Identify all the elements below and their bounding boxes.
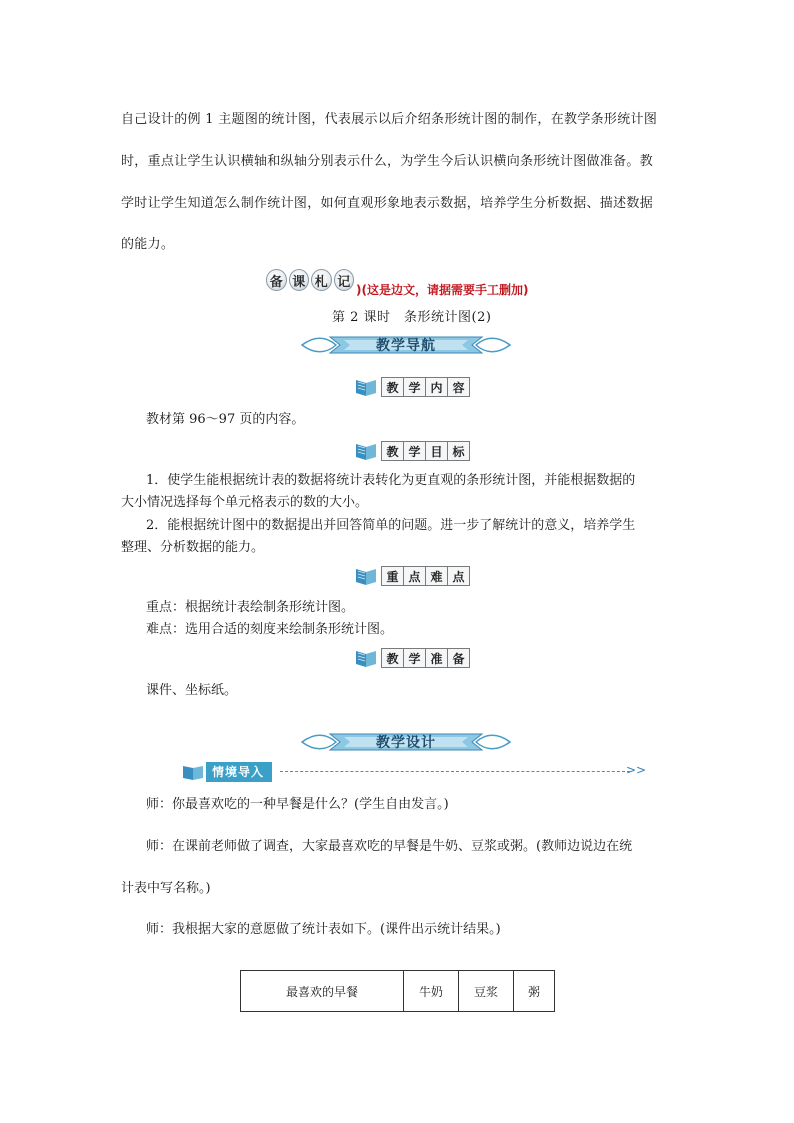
section-char: 点 xyxy=(448,567,469,585)
table-cell: 粥 xyxy=(514,971,555,1012)
book-icon xyxy=(180,762,206,782)
dashed-divider xyxy=(280,771,630,772)
key-point-line: 重点：根据统计表绘制条形统计图。 xyxy=(146,600,355,615)
section-head-preparation xyxy=(353,647,470,669)
dialog-line-1: 师：你最喜欢吃的一种早餐是什么？(学生自由发言。) xyxy=(146,797,449,812)
table-header-cell: 最喜欢的早餐 xyxy=(241,971,404,1012)
table-cell: 牛奶 xyxy=(404,971,459,1012)
intro-line-4: 的能力。 xyxy=(121,237,175,252)
dialog-line-2: 师：在课前老师做了调查，大家最喜欢吃的早餐是牛奶、豆浆或粥。(教师边说边在统 xyxy=(146,839,633,854)
intro-line-3: 学时让学生知道怎么制作统计图，如何直观形象地表示数据，培养学生分析数据、描述数据 xyxy=(121,196,654,211)
section-head-goals xyxy=(353,440,470,462)
book-icon xyxy=(353,376,379,398)
badge-char: 备 xyxy=(266,269,287,291)
section-char: 点 xyxy=(404,567,426,585)
badge-char: 记 xyxy=(334,269,355,291)
table-cell: 豆浆 xyxy=(459,971,514,1012)
scene-tag-label: 情境导入 xyxy=(206,762,272,782)
lesson-title: 第 2 课时 条形统计图(2) xyxy=(332,310,492,325)
section-char: 教 xyxy=(382,442,404,460)
margin-note: )(这是边文，请据需要手工删加) xyxy=(356,283,529,297)
section-char: 学 xyxy=(404,378,426,396)
section-char: 教 xyxy=(382,378,404,396)
section-char: 容 xyxy=(448,378,469,396)
section-char: 目 xyxy=(426,442,448,460)
dialog-line-4: 师：我根据大家的意愿做了统计表如下。(课件出示统计结果。) xyxy=(146,922,501,937)
table-row xyxy=(241,971,555,1012)
double-chevron-right-icon: >> xyxy=(626,763,647,777)
section-head-content xyxy=(353,376,470,398)
goal-line-4: 整理、分析数据的能力。 xyxy=(121,540,265,555)
section-head-key-points xyxy=(353,565,470,587)
breakfast-table xyxy=(240,970,555,1012)
banner-label: 教学导航 xyxy=(376,338,436,354)
section-char: 难 xyxy=(426,567,448,585)
badge-char: 课 xyxy=(289,269,310,291)
section-char: 标 xyxy=(448,442,469,460)
scene-intro-tag xyxy=(180,762,272,782)
prep-notes-badge xyxy=(266,268,354,292)
section-char: 备 xyxy=(448,649,469,667)
dialog-line-3: 计表中写名称。) xyxy=(121,881,211,896)
difficulty-line: 难点：选用合适的刻度来绘制条形统计图。 xyxy=(146,622,394,637)
book-icon xyxy=(353,565,379,587)
section-char: 准 xyxy=(426,649,448,667)
banner-teaching-design xyxy=(300,731,512,753)
book-icon xyxy=(353,440,379,462)
section-char: 学 xyxy=(404,649,426,667)
goal-line-2: 大小情况选择每个单元格表示的数的大小。 xyxy=(121,495,369,510)
badge-char: 札 xyxy=(311,269,332,291)
intro-line-2: 时，重点让学生认识横轴和纵轴分别表示什么，为学生今后认识横向条形统计图做准备。教 xyxy=(121,154,654,169)
book-icon xyxy=(353,647,379,669)
intro-line-1: 自己设计的例 1 主题图的统计图，代表展示以后介绍条形统计图的制作，在教学条形统计图 xyxy=(121,112,658,127)
goal-line-1: 1．使学生能根据统计表的数据将统计表转化为更直观的条形统计图，并能根据数据的 xyxy=(146,473,636,488)
preparation-text: 课件、坐标纸。 xyxy=(146,683,238,698)
content-text: 教材第 96～97 页的内容。 xyxy=(146,412,305,427)
section-char: 学 xyxy=(404,442,426,460)
banner-label: 教学设计 xyxy=(376,735,436,751)
section-char: 重 xyxy=(382,567,404,585)
goal-line-3: 2．能根据统计图中的数据提出并回答简单的问题。进一步了解统计的意义，培养学生 xyxy=(146,518,636,533)
section-char: 内 xyxy=(426,378,448,396)
banner-teaching-nav xyxy=(300,334,512,356)
section-char: 教 xyxy=(382,649,404,667)
